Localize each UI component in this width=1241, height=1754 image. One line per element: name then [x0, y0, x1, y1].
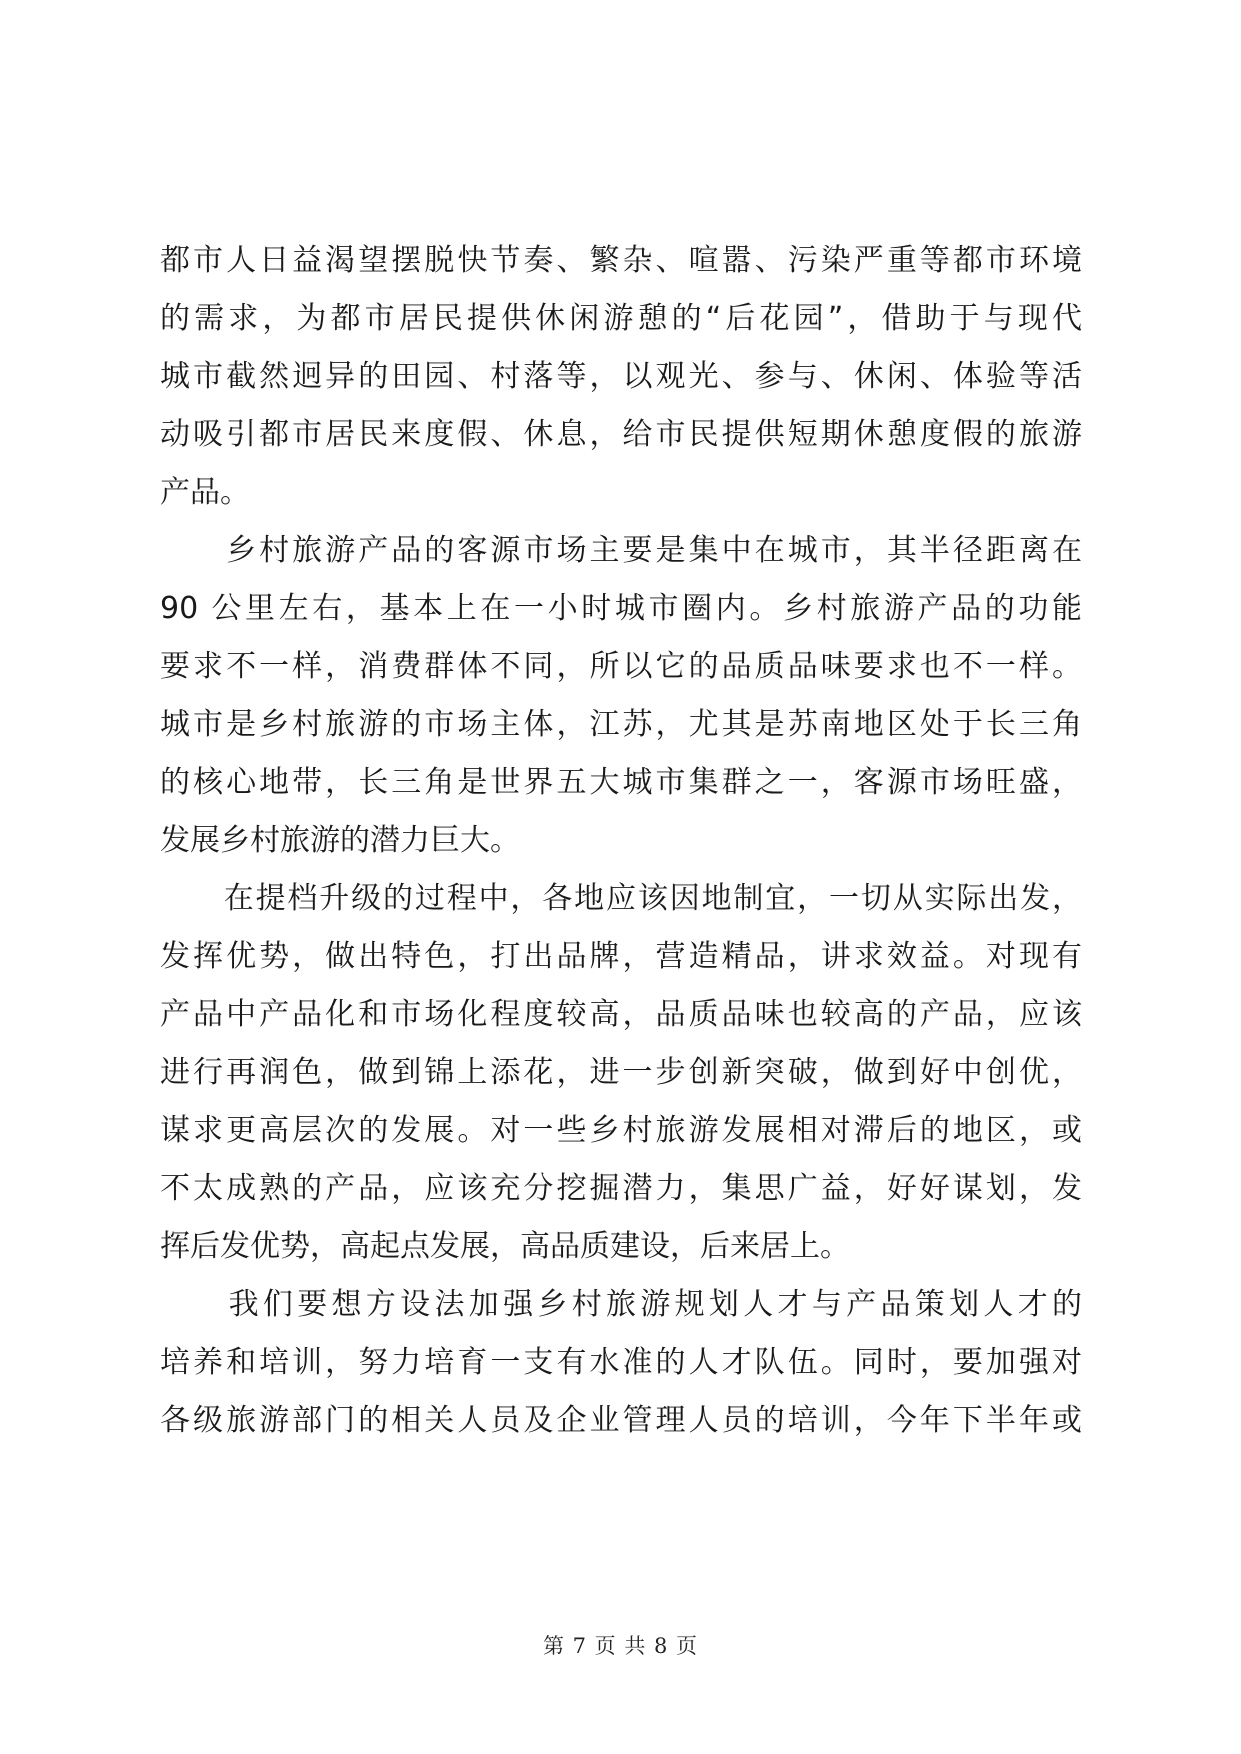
text-line: 我们要想方设法加强乡村旅游规划人才与产品策划人才的	[160, 1287, 1082, 1322]
text-line: 挥后发优势，高起点发展，高品质建设，后来居上。	[160, 1229, 850, 1264]
text-line: 不太成熟的产品，应该充分挖掘潜力，集思广益，好好谋划，发	[160, 1171, 1082, 1206]
text-line: 产品中产品化和市场化程度较高，品质品味也较高的产品，应该	[160, 997, 1082, 1032]
text-line: 产品。	[160, 475, 250, 510]
page-number-footer: 第 7 页 共 8 页	[542, 1634, 699, 1658]
text-line: 发展乡村旅游的潜力巨大。	[160, 823, 520, 858]
text-line: 90 公里左右，基本上在一小时城市圈内。乡村旅游产品的功能	[160, 591, 1082, 626]
document-body	[160, 232, 1082, 1450]
text-line: 谋求更高层次的发展。对一些乡村旅游发展相对滞后的地区，或	[160, 1113, 1082, 1148]
text-line: 的核心地带，长三角是世界五大城市集群之一，客源市场旺盛，	[160, 765, 1082, 800]
text-line: 培养和培训，努力培育一支有水准的人才队伍。同时，要加强对	[160, 1345, 1082, 1380]
text-line: 城市是乡村旅游的市场主体，江苏，尤其是苏南地区处于长三角	[160, 707, 1082, 742]
text-line: 发挥优势，做出特色，打出品牌，营造精品，讲求效益。对现有	[160, 939, 1082, 974]
text-line: 进行再润色，做到锦上添花，进一步创新突破，做到好中创优，	[160, 1055, 1082, 1090]
text-line: 城市截然迥异的田园、村落等，以观光、参与、休闲、体验等活	[160, 359, 1082, 394]
text-line: 的需求，为都市居民提供休闲游憩的“后花园”，借助于与现代	[160, 301, 1082, 336]
text-line: 动吸引都市居民来度假、休息，给市民提供短期休憩度假的旅游	[160, 417, 1082, 452]
text-line: 都市人日益渴望摆脱快节奏、繁杂、喧嚣、污染严重等都市环境	[160, 243, 1082, 278]
text-line: 乡村旅游产品的客源市场主要是集中在城市，其半径距离在	[160, 533, 1082, 568]
text-line: 在提档升级的过程中，各地应该因地制宜，一切从实际出发，	[160, 881, 1082, 916]
text-line: 各级旅游部门的相关人员及企业管理人员的培训，今年下半年或	[160, 1403, 1082, 1438]
text-line: 要求不一样，消费群体不同，所以它的品质品味要求也不一样。	[160, 649, 1082, 684]
